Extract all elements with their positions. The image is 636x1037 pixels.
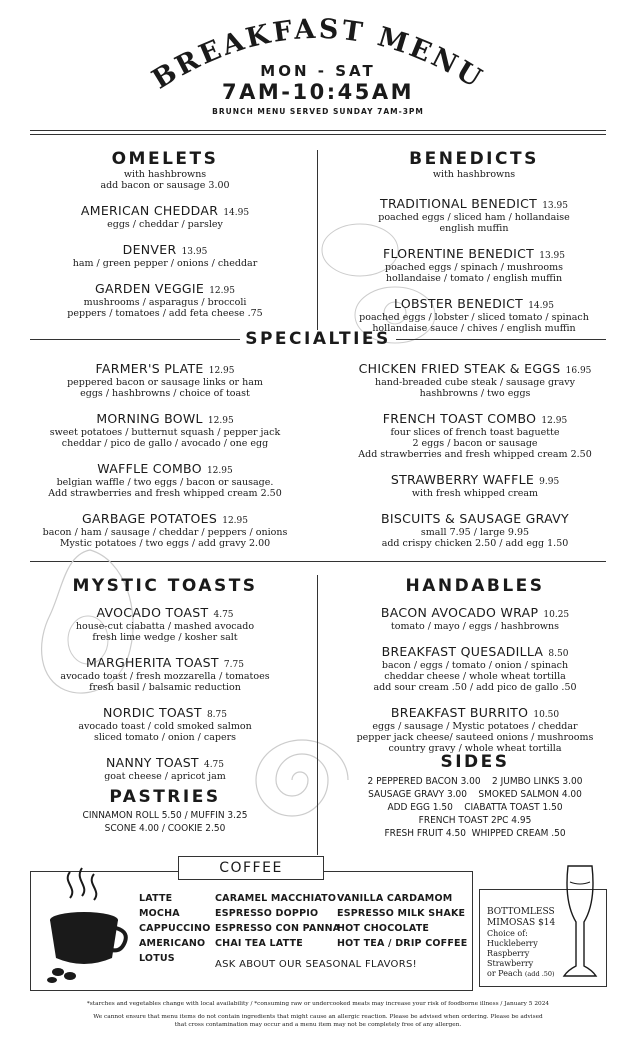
sides-line: ADD EGG 1.50 CIABATTA TOAST 1.50 <box>387 802 563 813</box>
coffee-item: MOCHA <box>139 908 180 919</box>
coffee-item: HOT CHOCOLATE <box>337 923 430 934</box>
coffee-cup-icon <box>40 862 130 984</box>
menu-item <box>20 702 310 743</box>
item-desc: eggs / sausage / Mystic potatoes / cheddar <box>372 721 578 732</box>
mimosas-peach-line <box>487 969 555 979</box>
item-name: BREAKFAST BURRITO <box>390 705 529 720</box>
item-desc: ham / green pepper / onions / cheddar <box>72 258 258 269</box>
coffee-heading: COFFEE <box>178 856 324 880</box>
item-price: 7.75 <box>223 660 244 670</box>
item-price: 9.95 <box>539 477 560 487</box>
champagne-glass-icon <box>558 862 602 986</box>
item-desc: Add strawberries and fresh whipped cream 2.50 <box>358 449 592 460</box>
mimosas-text <box>487 907 555 979</box>
pastries-section <box>20 787 310 835</box>
menu-item <box>20 752 310 782</box>
coffee-item: CARAMEL MACCHIATO <box>215 893 337 904</box>
item-desc: poached eggs / sliced ham / hollandaise <box>378 212 570 223</box>
menu-item <box>326 193 622 234</box>
item-desc: belgian waffle / two eggs / bacon or sausage. <box>56 477 274 488</box>
menu-item <box>20 239 310 269</box>
item-desc: avocado toast / cold smoked salmon <box>78 721 252 732</box>
item-price: 8.50 <box>548 649 569 659</box>
specialties-left <box>12 358 318 558</box>
menu-title: BREAKFAST MENU <box>146 13 490 96</box>
item-desc: eggs / hashbrowns / choice of toast <box>80 388 250 399</box>
item-desc: hollandaise / tomato / english muffin <box>385 273 563 284</box>
coffee-item: LOTUS <box>139 953 175 964</box>
item-name: NORDIC TOAST <box>102 705 202 720</box>
item-desc: peppered bacon or sausage links or ham <box>67 377 263 388</box>
item-price: 12.95 <box>206 466 233 476</box>
item-desc: add crispy chicken 2.50 / add egg 1.50 <box>381 538 569 549</box>
item-name: BISCUITS & SAUSAGE GRAVY <box>381 511 569 526</box>
coffee-item: LATTE <box>139 893 173 904</box>
hours-line: 7AM-10:45AM <box>222 80 414 104</box>
item-desc: goat cheese / apricot jam <box>104 771 226 782</box>
omelets-heading: OMELETS <box>111 149 219 169</box>
sides-line: SAUSAGE GRAVY 3.00 SMOKED SALMON 4.00 <box>368 789 582 800</box>
benedicts-section <box>326 149 622 343</box>
sides-line: FRENCH TOAST 2PC 4.95 <box>418 815 532 826</box>
item-name: CHICKEN FRIED STEAK & EGGS <box>358 361 561 376</box>
item-name: WAFFLE COMBO <box>97 461 202 476</box>
toasts-heading: MYSTIC TOASTS <box>72 576 258 596</box>
coffee-col-2 <box>215 891 340 951</box>
coffee-col-1 <box>139 891 210 966</box>
omelets-sub2: add bacon or sausage 3.00 <box>100 180 230 191</box>
coffee-item: ESPRESSO DOPPIO <box>215 908 319 919</box>
omelets-section <box>20 149 310 328</box>
coffee-item: VANILLA CARDAMOM <box>337 893 453 904</box>
item-price: 8.75 <box>206 710 227 720</box>
menu-item <box>20 278 310 319</box>
item-desc: sweet potatoes / butternut squash / pepper jack <box>49 427 281 438</box>
mimosas-peach-extra: (add .50) <box>524 970 555 978</box>
coffee-col-3 <box>337 891 467 951</box>
item-price: 13.95 <box>542 201 568 211</box>
item-name: BREAKFAST QUESADILLA <box>381 644 544 659</box>
mimosas-price: $14 <box>538 918 556 928</box>
item-name: MARGHERITA TOAST <box>86 655 219 670</box>
item-desc: tomato / mayo / eggs / hashbrowns <box>390 621 560 632</box>
mimosas-peach: or Peach <box>487 969 523 978</box>
item-desc: hashbrowns / two eggs <box>419 388 531 399</box>
item-desc: avocado toast / fresh mozzarella / tomatoes <box>60 671 270 682</box>
item-desc: poached eggs / lobster / sliced tomato / spinach <box>359 312 589 323</box>
item-desc: fresh lime wedge / kosher salt <box>92 632 238 643</box>
item-price: 14.95 <box>528 301 554 311</box>
menu-item <box>326 243 622 284</box>
brunch-line: BRUNCH MENU SERVED SUNDAY 7AM-3PM <box>212 107 424 116</box>
item-desc: with fresh whipped cream <box>411 488 539 499</box>
coffee-seasonal-note: ASK ABOUT OUR SEASONAL FLAVORS! <box>215 959 417 970</box>
item-desc: cheddar cheese / whole wheat tortilla <box>384 671 566 682</box>
omelets-sub1: with hashbrowns <box>123 169 207 180</box>
item-price: 4.75 <box>213 610 234 620</box>
item-price: 4.75 <box>203 760 225 770</box>
mimosas-title-1: BOTTOMLESS <box>487 907 555 917</box>
pastries-line: CINNAMON ROLL 5.50 / MUFFIN 3.25 <box>82 810 248 821</box>
menu-item <box>322 408 628 460</box>
menu-item <box>322 641 628 693</box>
item-desc: poached eggs / spinach / mushrooms <box>385 262 563 273</box>
toasts-section <box>20 576 310 791</box>
item-desc: add sour cream .50 / add pico de gallo .50 <box>373 682 577 693</box>
item-desc: hollandaise sauce / chives / english muffin <box>372 323 576 334</box>
item-desc: peppers / tomatoes / add feta cheese .75 <box>67 308 263 319</box>
item-name: FARMER'S PLATE <box>95 361 204 376</box>
benedicts-heading: BENEDICTS <box>409 149 539 169</box>
item-name: NANNY TOAST <box>105 755 199 770</box>
item-desc: english muffin <box>439 223 509 234</box>
mimosas-flavor: Huckleberry <box>487 939 538 948</box>
item-name: DENVER <box>122 242 177 257</box>
item-name: TRADITIONAL BENEDICT <box>380 196 538 211</box>
mimosas-flavor: Strawberry <box>487 959 534 968</box>
coffee-item: HOT TEA / DRIP COFFEE <box>337 938 468 949</box>
menu-item <box>20 652 310 693</box>
item-desc: bacon / eggs / tomato / onion / spinach <box>381 660 569 671</box>
mimosas-title-2: MIMOSAS <box>487 918 536 928</box>
item-desc: mushrooms / asparagus / broccoli <box>83 297 247 308</box>
item-name: GARDEN VEGGIE <box>95 281 205 296</box>
item-name: BACON AVOCADO WRAP <box>380 605 539 620</box>
header-divider-bottom <box>30 134 606 135</box>
item-name: FRENCH TOAST COMBO <box>382 411 537 426</box>
mimosas-flavor: Raspberry <box>487 949 530 958</box>
menu-item <box>12 408 318 449</box>
item-name: LOBSTER BENEDICT <box>394 296 524 311</box>
item-desc: eggs / cheddar / parsley <box>107 219 223 230</box>
sides-line: FRESH FRUIT 4.50 WHIPPED CREAM .50 <box>384 828 566 839</box>
item-price: 13.95 <box>181 247 208 257</box>
sides-line: 2 PEPPERED BACON 3.00 2 JUMBO LINKS 3.00 <box>367 776 583 787</box>
menu-item <box>322 469 628 499</box>
item-desc: country gravy / whole wheat tortilla <box>388 743 562 754</box>
item-desc: fresh basil / balsamic reduction <box>89 682 241 693</box>
sides-section <box>322 752 628 840</box>
days-line: MON - SAT <box>260 62 376 80</box>
pastries-line: SCONE 4.00 / COOKIE 2.50 <box>104 823 226 834</box>
item-desc: Add strawberries and fresh whipped cream 2.50 <box>48 488 282 499</box>
item-desc: bacon / ham / sausage / cheddar / peppers / onions <box>42 527 288 538</box>
menu-item <box>322 508 628 549</box>
coffee-item: CAPPUCCINO <box>139 923 211 934</box>
item-price: 13.95 <box>539 251 565 261</box>
item-desc: hand-breaded cube steak / sausage gravy <box>375 377 575 388</box>
item-desc: small 7.95 / large 9.95 <box>420 527 530 538</box>
footer-note-3: that cross contamination may occur and a menu item may not be completely free of any allergen. <box>174 1022 462 1028</box>
menu-item <box>12 458 318 499</box>
item-desc: sliced tomato / onion / capers <box>93 732 237 743</box>
coffee-item: ESPRESSO MILK SHAKE <box>337 908 466 919</box>
mimosas-choice: Choice of: <box>487 929 528 938</box>
item-price: 14.95 <box>223 208 250 218</box>
item-price: 10.50 <box>533 710 560 720</box>
item-price: 12.95 <box>208 366 235 376</box>
item-price: 12.95 <box>222 516 248 526</box>
item-desc: 2 eggs / bacon or sausage <box>412 438 538 449</box>
menu-item <box>20 602 310 643</box>
item-name: AVOCADO TOAST <box>96 605 209 620</box>
item-price: 12.95 <box>209 286 235 296</box>
item-price: 12.95 <box>541 416 568 426</box>
specialties-heading: SPECIALTIES <box>245 329 391 349</box>
column-divider-bottom <box>317 575 318 855</box>
item-name: GARBAGE POTATOES <box>82 511 218 526</box>
sides-heading: SIDES <box>440 752 510 772</box>
item-price: 12.95 <box>207 416 234 426</box>
handables-heading: HANDABLES <box>405 576 545 596</box>
item-price: 10.25 <box>543 610 570 620</box>
column-divider-top <box>317 150 318 330</box>
coffee-item: AMERICANO <box>139 938 206 949</box>
menu-item <box>326 293 622 334</box>
item-name: MORNING BOWL <box>96 411 203 426</box>
item-desc: cheddar / pico de gallo / avocado / one egg <box>61 438 269 449</box>
benedicts-sub1: with hashbrowns <box>432 169 516 180</box>
pastries-heading: PASTRIES <box>109 787 221 807</box>
menu-item <box>322 702 628 754</box>
footer-note-1: *starches and vegetables change with local availability / *consuming raw or undercooked meats may increase your risk of foodborne illness / January 5 2024 <box>86 1001 550 1007</box>
item-desc: pepper jack cheese/ sauteed onions / mushrooms <box>356 732 594 743</box>
coffee-item: CHAI TEA LATTE <box>215 938 303 949</box>
menu-item <box>12 358 318 399</box>
specialties-rule-right <box>396 339 606 340</box>
item-desc: house-cut ciabatta / mashed avocado <box>75 621 255 632</box>
mimosas-title-line <box>487 918 555 929</box>
header-divider-top <box>30 130 606 131</box>
menu-item <box>20 200 310 230</box>
handables-section <box>322 576 628 763</box>
item-name: AMERICAN CHEDDAR <box>80 203 219 218</box>
coffee-item: ESPRESSO CON PANNA <box>215 923 341 934</box>
specialties-right <box>322 358 628 558</box>
item-name: STRAWBERRY WAFFLE <box>390 472 535 487</box>
item-desc: four slices of french toast baguette <box>390 427 560 438</box>
menu-item <box>322 602 628 632</box>
footer-note-2: We cannot ensure that menu items do not contain ingredients that might cause an allergic reaction. Please be advised when ordering. Please be advised <box>93 1014 543 1020</box>
item-price: 16.95 <box>565 366 592 376</box>
item-desc: Mystic potatoes / two eggs / add gravy 2.00 <box>59 538 271 549</box>
menu-item <box>322 358 628 399</box>
specialties-rule-left <box>30 339 240 340</box>
item-name: FLORENTINE BENEDICT <box>383 246 535 261</box>
